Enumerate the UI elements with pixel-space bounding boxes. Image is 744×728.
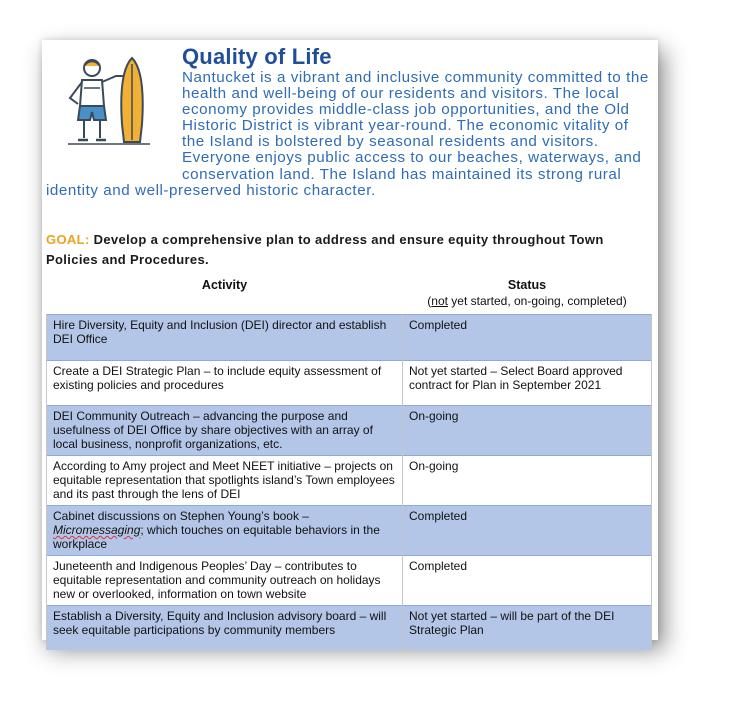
activity-cell (47, 506, 403, 556)
document-page (42, 40, 658, 640)
status-cell: On-going (403, 406, 652, 456)
status-note-rest: yet started, on-going, completed) (447, 294, 627, 308)
activity-cell: DEI Community Outreach – advancing the purpose and usefulness of DEI Office by share objectives with an array of local business, nonprofit organizations, etc. (47, 406, 403, 456)
status-cell: Completed (403, 315, 652, 361)
book-title: Micromessaging (53, 523, 141, 537)
activity-status-table (46, 274, 651, 650)
activity-column-header: Activity (201, 278, 248, 292)
activity-cell: Hire Diversity, Equity and Inclusion (DEI) director and establish DEI Office (47, 315, 403, 361)
activity-cell: Establish a Diversity, Equity and Inclusion advisory board – will seek equitable participations by community members (47, 606, 403, 650)
intro-text: Nantucket is a vibrant and inclusive community committed to the health and well-being of our residents and visitors. The local economy provides middle-class job opportunities, and the Old Historic District is vibrant year-round. The economic vitality of the Island is bolstered by seasonal residents and visitors. Everyone enjoys public access to our beaches, waterways, and conservation land. The Island has maintained its strong rural identity and well-preserved historic character. (46, 69, 649, 199)
status-options-note (407, 294, 648, 308)
activity-cell: Juneteenth and Indigenous Peoples’ Day – contributes to equitable representation and community outreach on holidays new or overlooked, information on town website (47, 556, 403, 606)
page-title: Quality of Life (182, 44, 332, 69)
table-row (47, 506, 652, 556)
table-row (47, 406, 652, 456)
status-header-label: Status (507, 278, 547, 292)
status-cell: Completed (403, 506, 652, 556)
activity-cell: According to Amy project and Meet NEET initiative – projects on equitable representation that spotlights island’s Town employees and its past through the lens of DEI (47, 456, 403, 506)
activity-text-after: ; which touches on equitable behaviors in the workplace (53, 523, 380, 551)
status-cell: Not yet started – will be part of the DEI Strategic Plan (403, 606, 652, 650)
table-row (47, 556, 652, 606)
activity-text-before: Cabinet discussions on Stephen Young’s book – (53, 509, 309, 523)
activity-cell: Create a DEI Strategic Plan – to include equity assessment of existing policies and procedures (47, 361, 403, 406)
goal-statement (46, 230, 652, 270)
status-cell: Completed (403, 556, 652, 606)
status-column-header (403, 274, 652, 315)
status-note-underlined: not (431, 294, 448, 308)
table-row (47, 456, 652, 506)
status-cell: On-going (403, 456, 652, 506)
table-row (47, 361, 652, 406)
status-note-open: ( (427, 294, 432, 308)
goal-text: Develop a comprehensive plan to address and ensure equity throughout Town Policies and Procedures. (46, 232, 604, 267)
table-row (47, 315, 652, 361)
status-cell: Not yet started – Select Board approved contract for Plan in September 2021 (403, 361, 652, 406)
table-row (47, 606, 652, 650)
intro-paragraph (46, 70, 652, 199)
goal-label: GOAL: (46, 232, 90, 247)
